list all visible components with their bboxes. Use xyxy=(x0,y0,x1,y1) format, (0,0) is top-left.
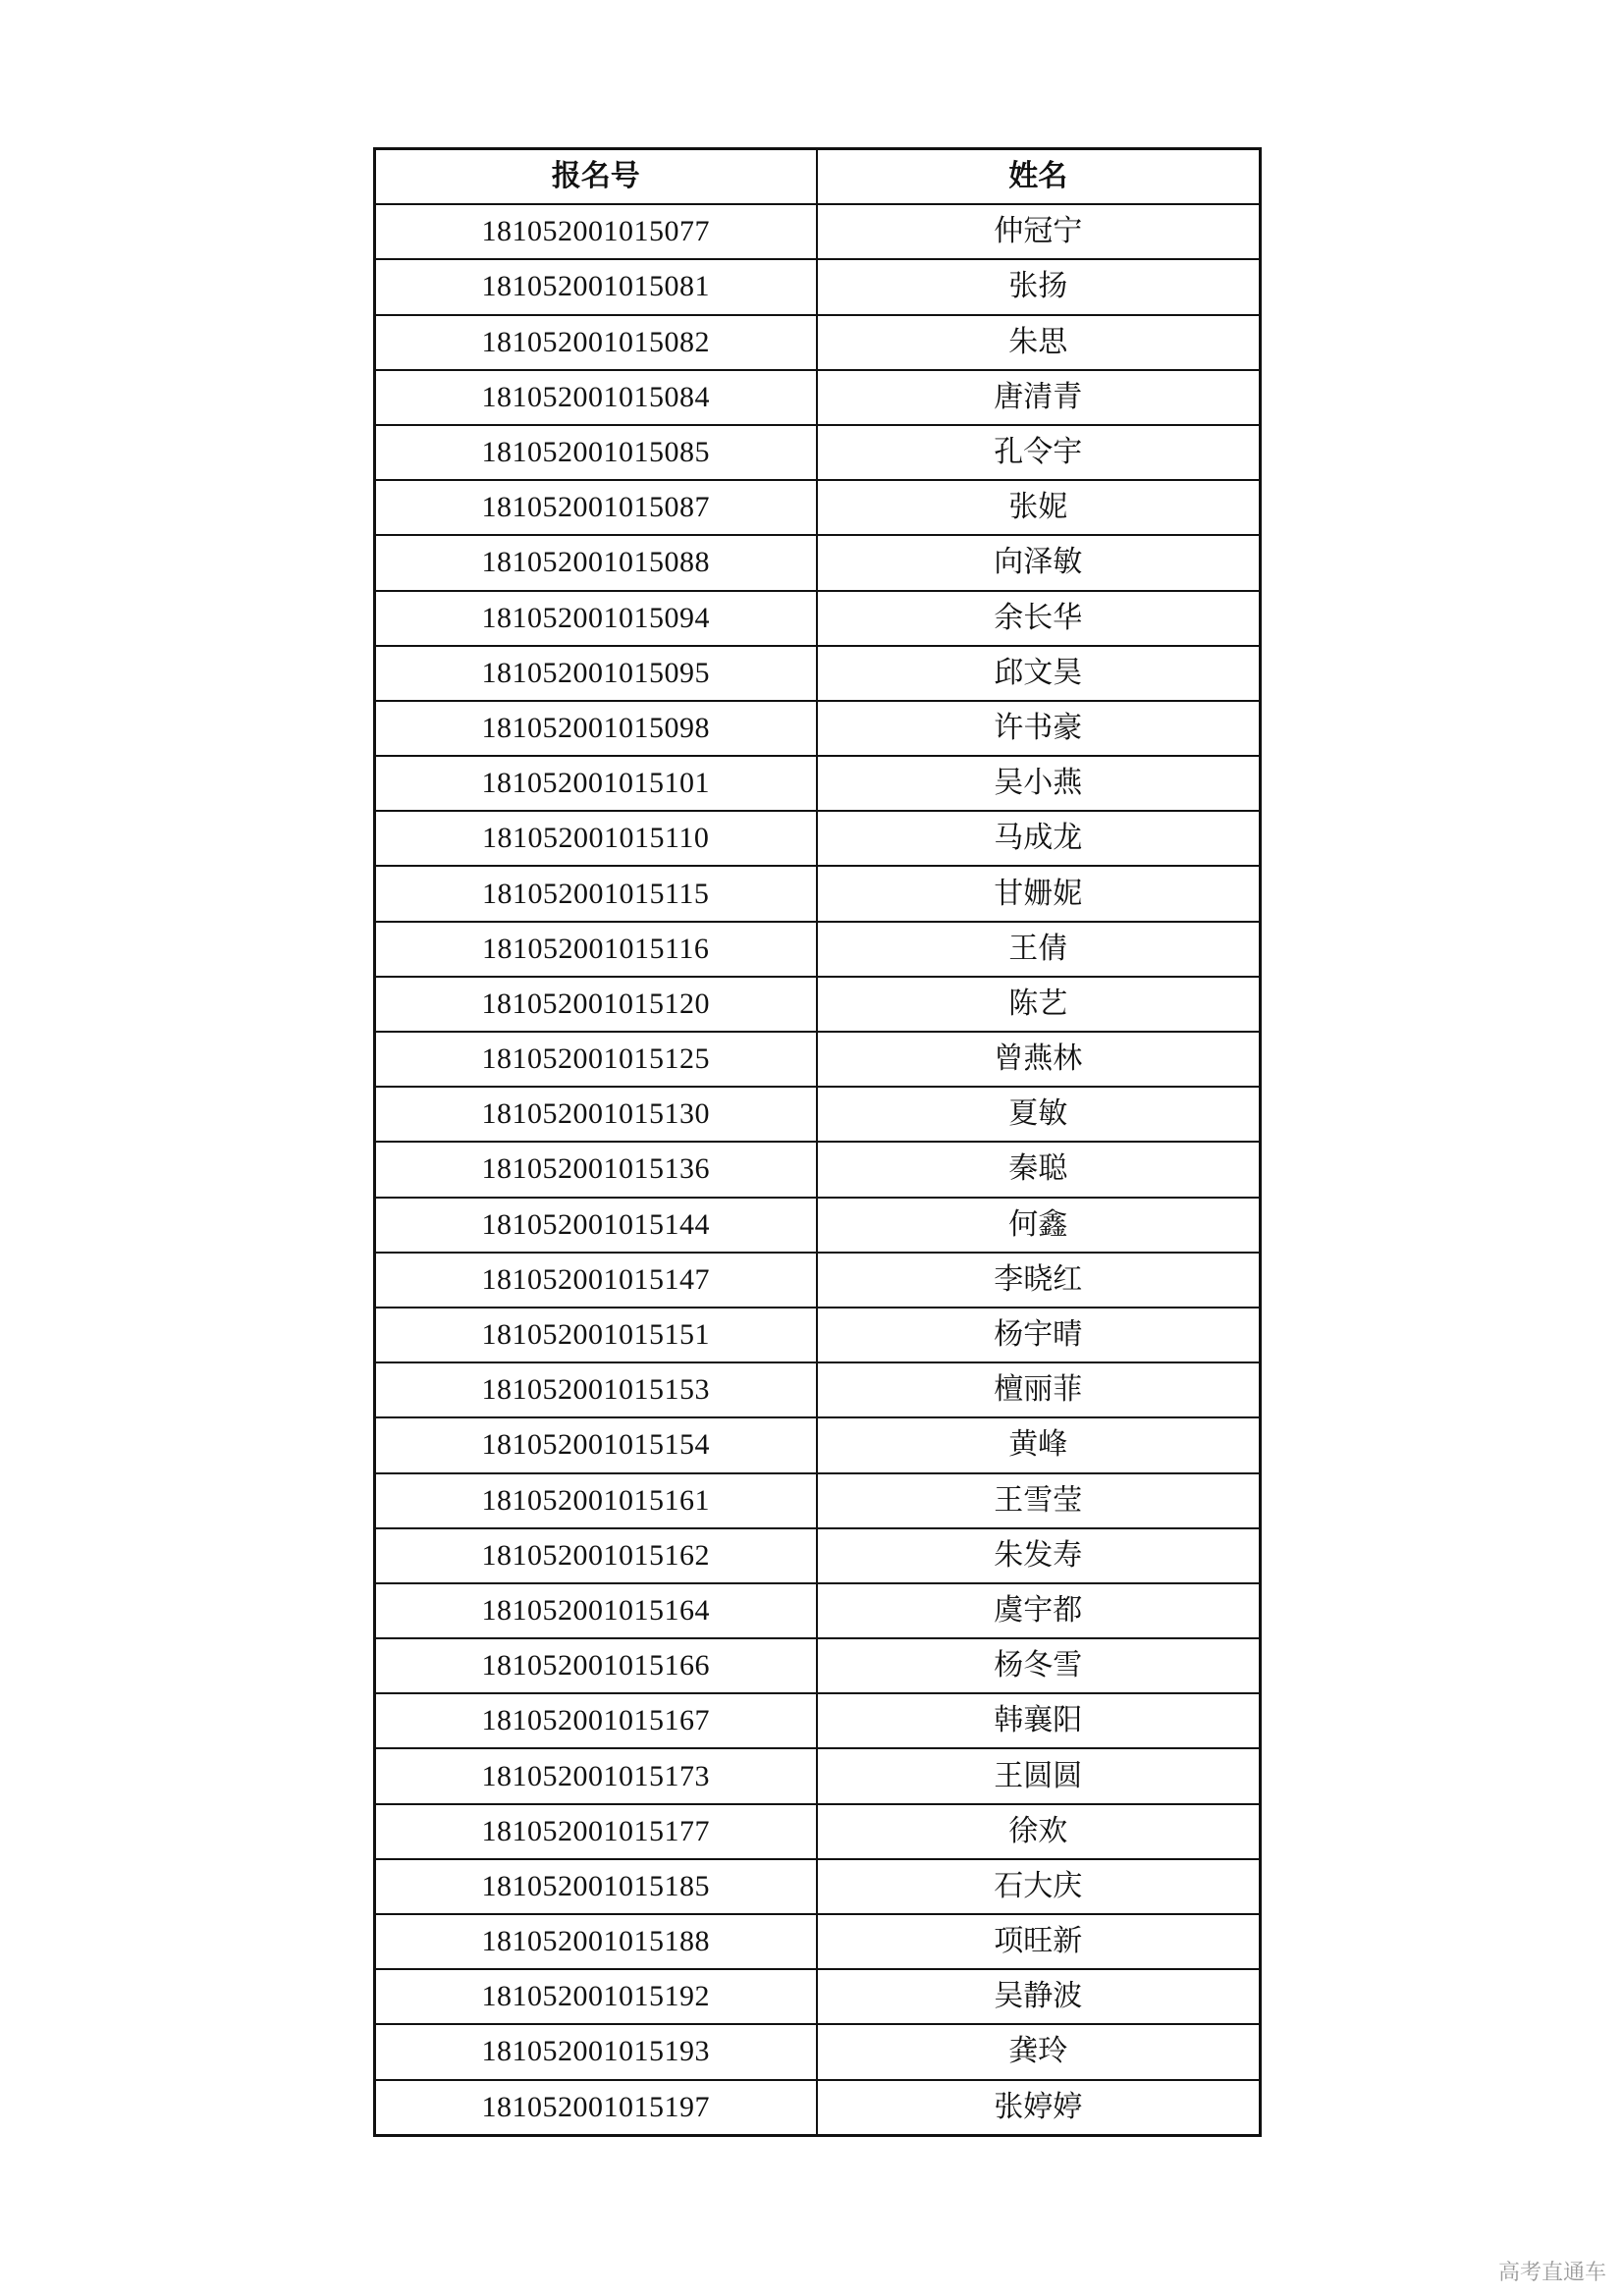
admission-list-table xyxy=(373,147,1262,2137)
table-row xyxy=(375,1914,1261,1969)
registration-number-cell: 181052001015077 xyxy=(375,204,817,259)
table-row xyxy=(375,2080,1261,2136)
registration-number-cell: 181052001015185 xyxy=(375,1859,817,1914)
name-cell: 何鑫 xyxy=(817,1198,1261,1253)
name-cell: 仲冠宁 xyxy=(817,204,1261,259)
table-row xyxy=(375,1804,1261,1859)
name-cell: 曾燕林 xyxy=(817,1032,1261,1087)
name-cell: 陈艺 xyxy=(817,977,1261,1032)
name-cell: 余长华 xyxy=(817,591,1261,646)
table-header-row xyxy=(375,149,1261,205)
table-row xyxy=(375,204,1261,259)
registration-number-cell: 181052001015162 xyxy=(375,1528,817,1583)
registration-number-cell: 181052001015154 xyxy=(375,1417,817,1472)
name-cell: 黄峰 xyxy=(817,1417,1261,1472)
table-row xyxy=(375,1583,1261,1638)
name-cell: 秦聪 xyxy=(817,1142,1261,1197)
table-row xyxy=(375,646,1261,701)
table-row xyxy=(375,1859,1261,1914)
table-row xyxy=(375,1638,1261,1693)
registration-number-cell: 181052001015147 xyxy=(375,1253,817,1308)
registration-number-cell: 181052001015144 xyxy=(375,1198,817,1253)
name-cell: 张妮 xyxy=(817,480,1261,535)
header-name: 姓名 xyxy=(817,149,1261,205)
table-row xyxy=(375,1362,1261,1417)
registration-number-cell: 181052001015125 xyxy=(375,1032,817,1087)
table-row xyxy=(375,1693,1261,1748)
registration-number-cell: 181052001015164 xyxy=(375,1583,817,1638)
name-cell: 王倩 xyxy=(817,922,1261,977)
name-cell: 许书豪 xyxy=(817,701,1261,756)
name-cell: 龚玲 xyxy=(817,2024,1261,2079)
table-row xyxy=(375,701,1261,756)
name-cell: 朱发寿 xyxy=(817,1528,1261,1583)
table-row xyxy=(375,1032,1261,1087)
name-cell: 徐欢 xyxy=(817,1804,1261,1859)
registration-number-cell: 181052001015094 xyxy=(375,591,817,646)
name-cell: 孔令宇 xyxy=(817,425,1261,480)
registration-number-cell: 181052001015110 xyxy=(375,811,817,866)
registration-number-cell: 181052001015173 xyxy=(375,1748,817,1803)
registration-number-cell: 181052001015085 xyxy=(375,425,817,480)
name-cell: 张扬 xyxy=(817,259,1261,314)
table-row xyxy=(375,866,1261,921)
table-row xyxy=(375,259,1261,314)
table-row xyxy=(375,1142,1261,1197)
registration-number-cell: 181052001015177 xyxy=(375,1804,817,1859)
registration-number-cell: 181052001015101 xyxy=(375,756,817,811)
registration-number-cell: 181052001015161 xyxy=(375,1473,817,1528)
name-cell: 虞宇都 xyxy=(817,1583,1261,1638)
name-cell: 王圆圆 xyxy=(817,1748,1261,1803)
registration-number-cell: 181052001015115 xyxy=(375,866,817,921)
table-row xyxy=(375,1308,1261,1362)
registration-number-cell: 181052001015081 xyxy=(375,259,817,314)
name-cell: 张婷婷 xyxy=(817,2080,1261,2136)
name-cell: 杨宇晴 xyxy=(817,1308,1261,1362)
header-registration-number: 报名号 xyxy=(375,149,817,205)
table-row xyxy=(375,811,1261,866)
table-row xyxy=(375,315,1261,370)
table-row xyxy=(375,1748,1261,1803)
table-row xyxy=(375,425,1261,480)
name-cell: 吴小燕 xyxy=(817,756,1261,811)
registration-number-cell: 181052001015120 xyxy=(375,977,817,1032)
table-body xyxy=(375,204,1261,2135)
name-cell: 朱思 xyxy=(817,315,1261,370)
name-cell: 项旺新 xyxy=(817,1914,1261,1969)
registration-number-cell: 181052001015197 xyxy=(375,2080,817,2136)
table-row xyxy=(375,535,1261,590)
registration-number-cell: 181052001015084 xyxy=(375,370,817,425)
registration-number-cell: 181052001015098 xyxy=(375,701,817,756)
registration-number-cell: 181052001015136 xyxy=(375,1142,817,1197)
table-row xyxy=(375,1087,1261,1142)
table-row xyxy=(375,922,1261,977)
table-row xyxy=(375,977,1261,1032)
table-row xyxy=(375,1969,1261,2024)
name-cell: 甘姗妮 xyxy=(817,866,1261,921)
registration-number-cell: 181052001015116 xyxy=(375,922,817,977)
table-row xyxy=(375,1528,1261,1583)
registration-number-cell: 181052001015087 xyxy=(375,480,817,535)
name-cell: 王雪莹 xyxy=(817,1473,1261,1528)
name-cell: 李晓红 xyxy=(817,1253,1261,1308)
registration-number-cell: 181052001015088 xyxy=(375,535,817,590)
registration-number-cell: 181052001015151 xyxy=(375,1308,817,1362)
registration-number-cell: 181052001015082 xyxy=(375,315,817,370)
name-cell: 杨冬雪 xyxy=(817,1638,1261,1693)
name-cell: 唐清青 xyxy=(817,370,1261,425)
registration-number-cell: 181052001015095 xyxy=(375,646,817,701)
table-row xyxy=(375,1417,1261,1472)
name-cell: 马成龙 xyxy=(817,811,1261,866)
name-cell: 韩襄阳 xyxy=(817,1693,1261,1748)
table-row xyxy=(375,591,1261,646)
table-row xyxy=(375,1198,1261,1253)
table-row xyxy=(375,480,1261,535)
name-cell: 吴静波 xyxy=(817,1969,1261,2024)
name-cell: 向泽敏 xyxy=(817,535,1261,590)
name-cell: 夏敏 xyxy=(817,1087,1261,1142)
table-row xyxy=(375,1253,1261,1308)
table-row xyxy=(375,756,1261,811)
registration-number-cell: 181052001015153 xyxy=(375,1362,817,1417)
name-cell: 石大庆 xyxy=(817,1859,1261,1914)
registration-number-cell: 181052001015193 xyxy=(375,2024,817,2079)
registration-number-cell: 181052001015130 xyxy=(375,1087,817,1142)
registration-number-cell: 181052001015167 xyxy=(375,1693,817,1748)
name-cell: 檀丽菲 xyxy=(817,1362,1261,1417)
table-row xyxy=(375,370,1261,425)
registration-number-cell: 181052001015188 xyxy=(375,1914,817,1969)
registration-number-cell: 181052001015166 xyxy=(375,1638,817,1693)
registration-number-cell: 181052001015192 xyxy=(375,1969,817,2024)
table-row xyxy=(375,2024,1261,2079)
name-cell: 邱文昊 xyxy=(817,646,1261,701)
table-row xyxy=(375,1473,1261,1528)
watermark: 高考直通车 xyxy=(1497,2261,1606,2285)
